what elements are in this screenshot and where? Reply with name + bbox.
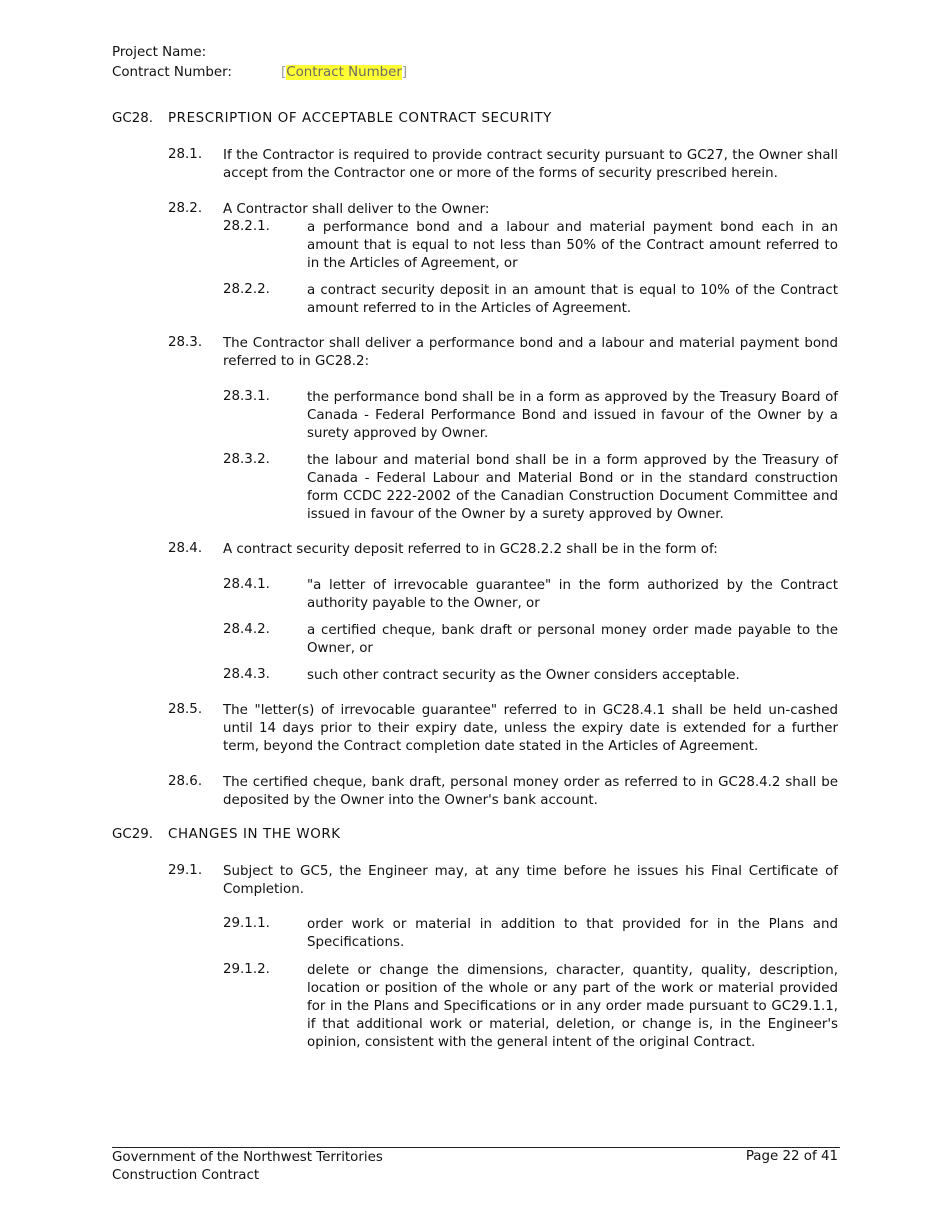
subpara-number-29-1-2: 29.1.2.	[223, 962, 270, 977]
section-title-gc29: CHANGES IN THE WORK	[168, 827, 341, 842]
para-number-28-3: 28.3.	[168, 335, 203, 350]
subpara-number-28-3-1: 28.3.1.	[223, 389, 270, 404]
subpara-text-28-4-3: such other contract security as the Owner considers acceptable.	[307, 668, 740, 683]
para-text-28-2: A Contractor shall deliver to the Owner:	[223, 202, 490, 217]
subpara-text-28-3-1: the performance bond shall be in a form as approved by the Treasury Board of Canada - Federal Performance Bond and issued in favour of the Owner by a surety approved by Owner.	[307, 390, 838, 441]
para-text-28-6: The certified cheque, bank draft, personal money order as referred to in GC28.4.2 shall be deposited by the Owner into the Owner's bank account.	[223, 775, 838, 808]
para-number-29-1: 29.1.	[168, 863, 203, 878]
subpara-number-28-2-1: 28.2.1.	[223, 219, 270, 234]
subpara-text-28-4-2: a certified cheque, bank draft or personal money order made payable to the Owner, or	[307, 623, 838, 656]
footer-divider	[112, 1147, 840, 1148]
subpara-number-28-4-1: 28.4.1.	[223, 577, 270, 592]
para-text-28-5: The "letter(s) of irrevocable guarantee" referred to in GC28.4.1 shall be held un-cashed until 14 days prior to their expiry date, unless the expiry date is extended for a further term, beyond the Contract completion date stated in the Articles of Agreement.	[223, 703, 838, 754]
footer-organization	[112, 1149, 383, 1185]
bracket-close: ]	[401, 65, 408, 80]
para-number-28-5: 28.5.	[168, 702, 203, 717]
section-title-gc28: PRESCRIPTION OF ACCEPTABLE CONTRACT SECURITY	[168, 111, 552, 126]
section-number-gc29: GC29.	[112, 827, 154, 842]
para-text-29-1: Subject to GC5, the Engineer may, at any time before he issues his Final Certificate of Completion.	[223, 864, 838, 897]
subpara-text-28-3-2: the labour and material bond shall be in a form approved by the Treasury of Canada - Federal Labour and Material Bond or in the standard construction form CCDC 222-2002 of the Canadian Construction Document Committee and issued in favour of the Owner by a surety approved by Owner.	[307, 453, 838, 522]
footer-page-number: Page 22 of 41	[745, 1149, 838, 1164]
subpara-text-28-4-1: "a letter of irrevocable guarantee" in the form authorized by the Contract authority payable to the Owner, or	[307, 578, 838, 611]
project-name-label: Project Name:	[112, 45, 207, 60]
bracket-open: [	[281, 65, 287, 80]
para-number-28-2: 28.2.	[168, 201, 203, 216]
subpara-text-28-2-2: a contract security deposit in an amount that is equal to 10% of the Contract amount referred to in the Articles of Agreement.	[307, 283, 838, 316]
para-text-28-3: The Contractor shall deliver a performance bond and a labour and material payment bond referred to in GC28.2:	[223, 336, 838, 369]
para-number-28-1: 28.1.	[168, 147, 203, 162]
subpara-text-29-1-2: delete or change the dimensions, character, quantity, quality, description, location or position of the whole or any part of the work or material provided for in the Plans and Specifications or in any order made pursuant to GC29.1.1, if that additional work or material, deletion, or change is, in the Engineer's opinion, consistent with the general intent of the original Contract.	[307, 963, 838, 1050]
subpara-number-28-3-2: 28.3.2.	[223, 452, 270, 467]
subpara-text-29-1-1: order work or material in addition to that provided for in the Plans and Specifications.	[307, 917, 838, 950]
subpara-number-29-1-1: 29.1.1.	[223, 916, 270, 931]
subpara-number-28-2-2: 28.2.2.	[223, 282, 270, 297]
subpara-number-28-4-2: 28.4.2.	[223, 622, 270, 637]
contract-number-label: Contract Number:	[112, 65, 232, 80]
footer-org-line-1: Government of the Northwest Territories	[112, 1150, 383, 1165]
contract-number-value: Contract Number	[286, 65, 402, 80]
subpara-text-28-2-1: a performance bond and a labour and material payment bond each in an amount that is equal to not less than 50% of the Contract amount referred to in the Articles of Agreement, or	[307, 220, 838, 271]
subpara-number-28-4-3: 28.4.3.	[223, 667, 270, 682]
para-text-28-1: If the Contractor is required to provide contract security pursuant to GC27, the Owner shall accept from the Contractor one or more of the forms of security prescribed herein.	[223, 148, 838, 181]
section-number-gc28: GC28.	[112, 111, 154, 126]
para-number-28-6: 28.6.	[168, 774, 203, 789]
contract-number-field[interactable]	[281, 65, 407, 80]
para-text-28-4: A contract security deposit referred to in GC28.2.2 shall be in the form of:	[223, 542, 718, 557]
para-number-28-4: 28.4.	[168, 541, 203, 556]
footer-org-line-2: Construction Contract	[112, 1168, 260, 1183]
